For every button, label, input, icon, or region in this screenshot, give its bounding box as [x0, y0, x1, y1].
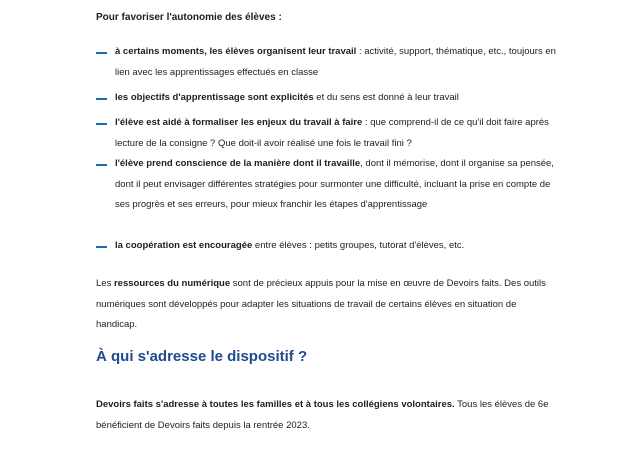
list-item-text: : que comprend-il de ce qu'il doit faire après lecture de la consigne ? Que doit-il avoir réalisé une fois le travail fini ? [115, 117, 549, 149]
list-item-bold: la coopération est encouragée [115, 240, 253, 251]
list-item-bold: les objectifs d'apprentissage sont explicités [115, 92, 314, 103]
audience-paragraph [96, 395, 556, 436]
section-heading: À qui s'adresse le dispositif ? [96, 348, 308, 365]
resources-text-after: sont de précieux appuis pour la mise en œuvre de Devoirs faits. Des outils numériques sont développés pour adapter les situations de travail de certains élèves en situation de handicap. [96, 278, 546, 330]
list-item-bold: à certains moments, les élèves organisent leur travail [115, 46, 357, 57]
audience-bold: Devoirs faits s'adresse à toutes les familles et à tous les collégiens volontaires. [96, 399, 455, 410]
list-item-bold: l'élève prend conscience de la manière dont il travaille [115, 158, 361, 169]
list-item-text: , dont il mémorise, dont il organise sa pensée, dont il peut envisager différentes stratégies pour surmonter une difficulté, incluant la prise en compte de ses progrès et ses erreurs, pour mieux franchir les étapes d'apprentissage [115, 158, 554, 210]
bullet-dash-icon [96, 123, 107, 125]
resources-paragraph [96, 274, 556, 336]
list-item-text: entre élèves : petits groupes, tutorat d'élèves, etc. [252, 240, 465, 251]
list-item-text: : activité, support, thématique, etc., toujours en lien avec les apprentissages effectués en classe [115, 46, 556, 78]
intro-text: Pour favoriser l'autonomie des élèves : [96, 12, 282, 23]
bullet-dash-icon [96, 164, 107, 166]
resources-bold: ressources du numérique [113, 278, 231, 289]
list-item-bold: l'élève est aidé à formaliser les enjeux du travail à faire [115, 117, 363, 128]
resources-text-before: Les [96, 278, 114, 289]
audience-text: Tous les élèves de 6e bénéficient de Devoirs faits depuis la rentrée 2023. [96, 399, 549, 431]
list-item-text: et du sens est donné à leur travail [313, 92, 459, 103]
bullet-dash-icon [96, 246, 107, 248]
bullet-dash-icon [96, 52, 107, 54]
bullet-dash-icon [96, 98, 107, 100]
